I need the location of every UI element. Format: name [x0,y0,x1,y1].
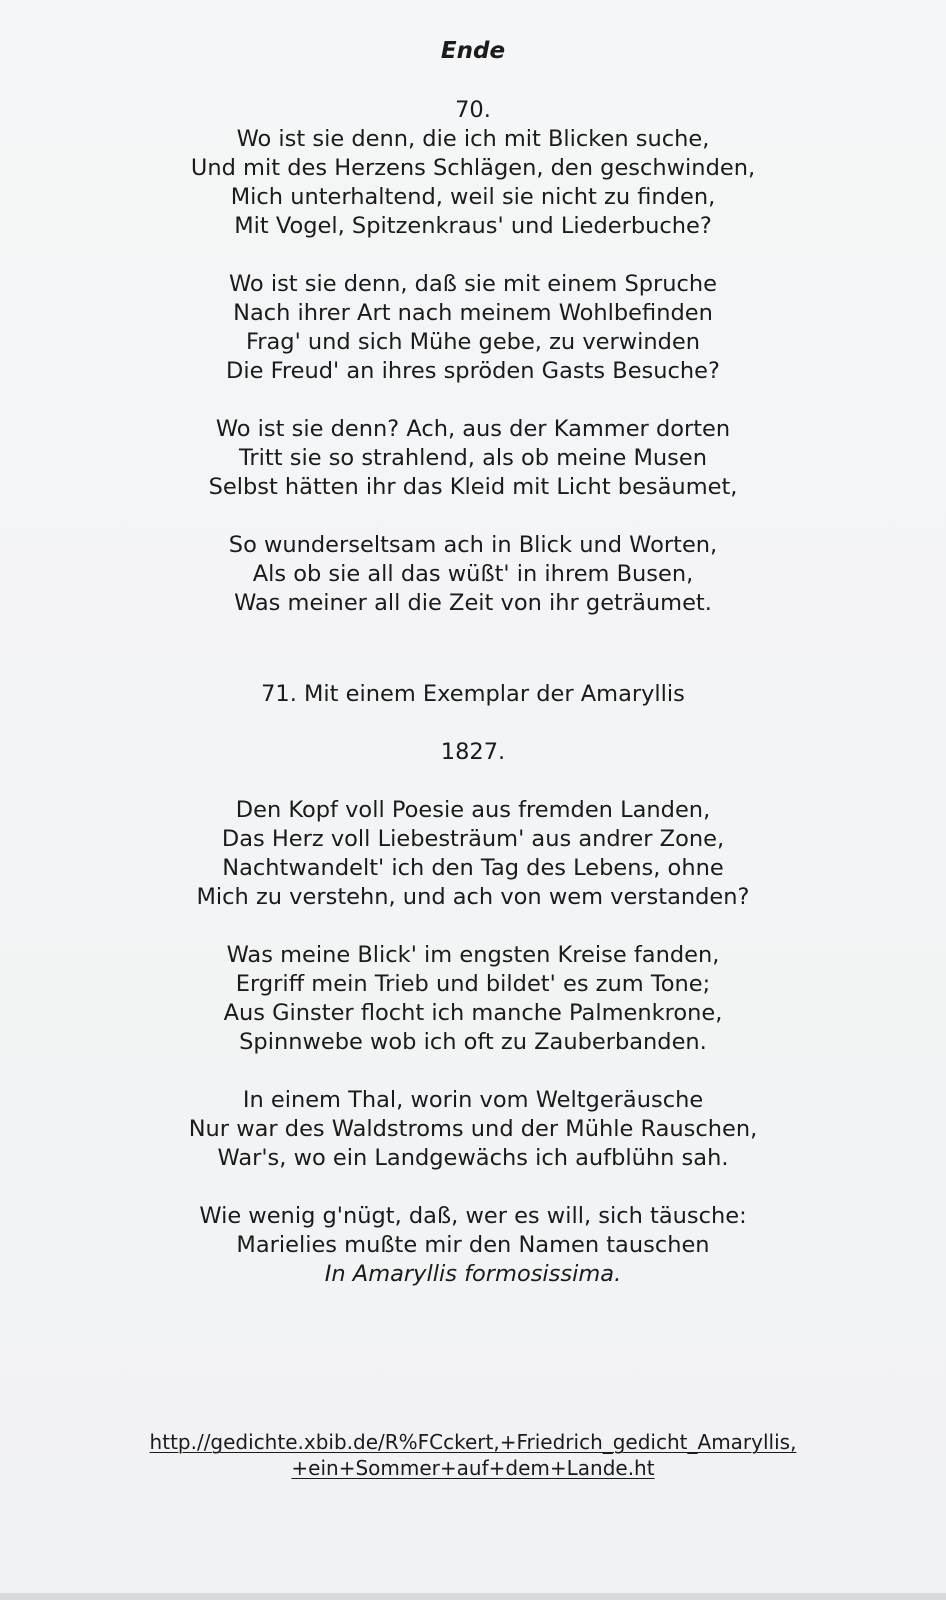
poem-70-stanza-1 [0,125,946,241]
verse-line: Wo ist sie denn, daß sie mit einem Spruche [228,271,718,297]
verse-line: Ergriff mein Trieb und bildet' es zum Tone; [235,971,711,997]
verse-line: Mich unterhaltend, weil sie nicht zu finden, [230,184,716,210]
verse-line: Das Herz voll Liebesträum' aus andrer Zone, [221,826,725,852]
verse-line: Wo ist sie denn? Ach, aus der Kammer dorten [215,416,731,442]
verse-line: So wunderseltsam ach in Blick und Worten, [228,532,718,558]
verse-line: Marielies mußte mir den Namen tauschen [236,1232,710,1258]
verse-line: Wo ist sie denn, die ich mit Blicken suche, [236,126,710,152]
poem-71-stanza-1 [0,796,946,912]
verse-line: In einem Thal, worin vom Weltgeräusche [242,1087,704,1113]
verse-line: Mich zu verstehn, und ach von wem verstanden? [196,884,750,910]
source-link[interactable] [0,1429,946,1481]
poem-71-stanza-3 [0,1086,946,1173]
source-link-line-2[interactable]: +ein+Sommer+auf+dem+Lande.ht [291,1456,655,1480]
verse-line: Spinnwebe wob ich oft zu Zauberbanden. [239,1029,707,1055]
scan-bottom-edge [0,1593,946,1600]
poem-70-stanza-3 [0,415,946,502]
verse-line: Tritt sie so strahlend, als ob meine Musen [238,445,707,471]
poem-number: 70. [455,97,491,123]
verse-line: Nachtwandelt' ich den Tag des Lebens, ohne [222,855,724,881]
verse-line: Und mit des Herzens Schlägen, den geschwinden, [190,155,756,181]
verse-line: Nach ihrer Art nach meinem Wohlbefinden [233,300,713,326]
page-heading: Ende [440,38,506,64]
poem-year: 1827. [440,739,506,765]
verse-line: Die Freud' an ihres spröden Gasts Besuche? [226,358,720,384]
verse-line: Selbst hätten ihr das Kleid mit Licht besäumet, [208,474,738,500]
verse-line-italic: In Amaryllis formosissima. [324,1261,622,1287]
verse-line: Frag' und sich Mühe gebe, zu verwinden [245,329,701,355]
poem-title: 71. Mit einem Exemplar der Amaryllis [261,681,685,707]
verse-line: War's, wo ein Landgewächs ich aufblühn sah. [217,1145,729,1171]
verse-line: Als ob sie all das wüßt' in ihrem Busen, [252,561,694,587]
verse-line: Was meine Blick' im engsten Kreise fanden, [226,942,720,968]
poem-70-stanza-4 [0,531,946,618]
verse-line: Nur war des Waldstroms und der Mühle Rauschen, [188,1116,758,1142]
verse-line: Den Kopf voll Poesie aus fremden Landen, [235,797,711,823]
verse-line: Mit Vogel, Spitzenkraus' und Liederbuche? [234,213,712,239]
poem-71-stanza-2 [0,941,946,1057]
poem-71-stanza-4 [0,1202,946,1289]
verse-line: Aus Ginster flocht ich manche Palmenkrone, [223,1000,723,1026]
source-link-line-1[interactable]: http.//gedichte.xbib.de/R%FCckert,+Friedrich_gedicht_Amaryllis, [149,1430,797,1454]
poem-70 [0,96,946,618]
verse-line: Was meiner all die Zeit von ihr geträumet. [234,590,712,616]
poem-71 [0,680,946,1289]
poem-70-stanza-2 [0,270,946,386]
verse-line: Wie wenig g'nügt, daß, wer es will, sich täusche: [199,1203,747,1229]
